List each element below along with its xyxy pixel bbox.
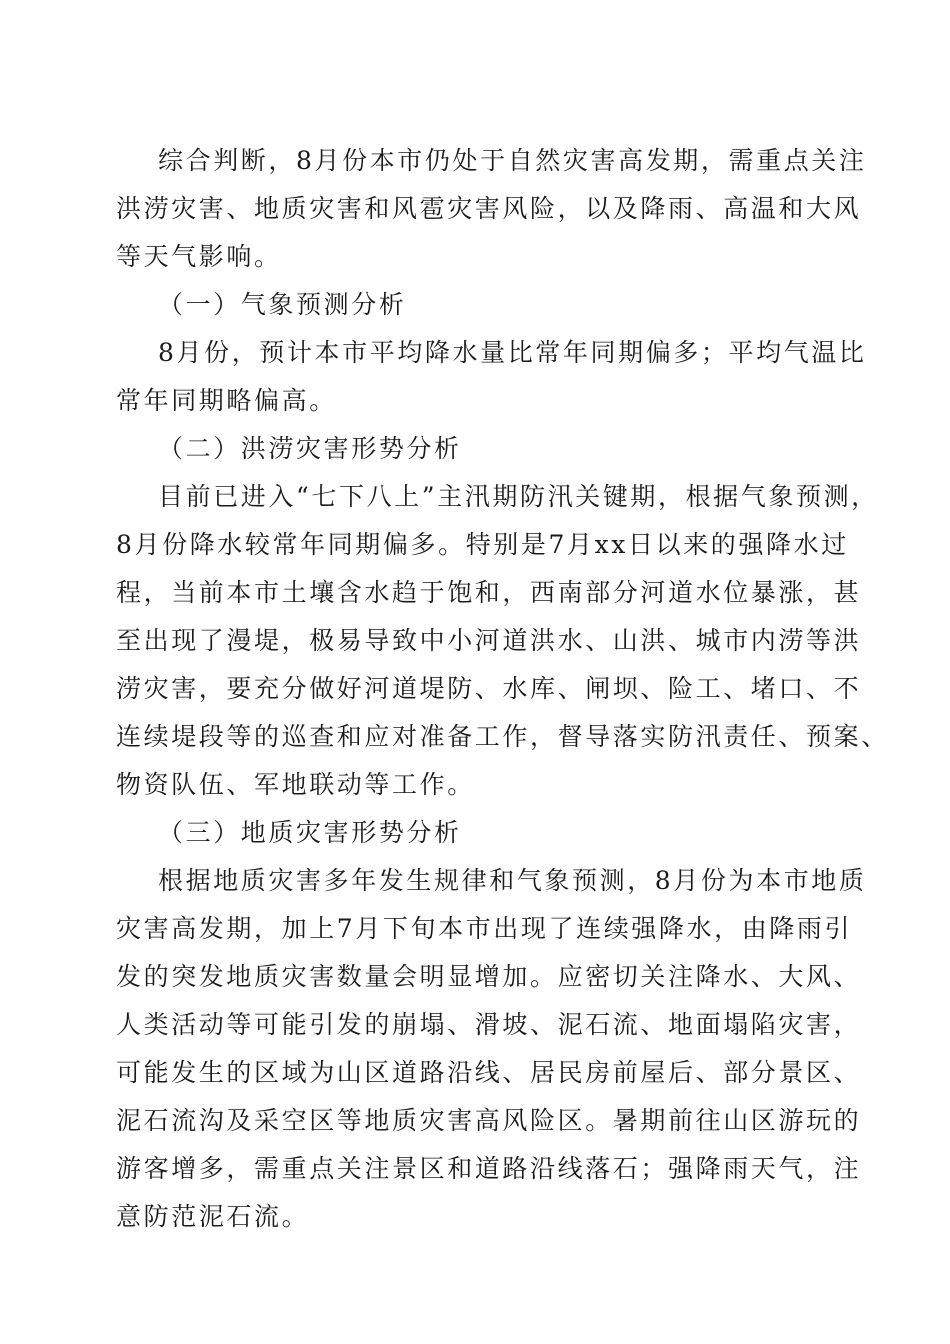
paragraph-line: 目前已进入“七下八上”主汛期防汛关键期，根据气象预测， bbox=[158, 482, 879, 511]
paragraph-line: 涝灾害，要充分做好河道堤防、水库、闸坝、险工、堵口、不 bbox=[116, 674, 862, 703]
intro-paragraph bbox=[116, 137, 867, 281]
paragraph-line: 可能发生的区域为山区道路沿线、居民房前屋后、部分景区、 bbox=[116, 1058, 862, 1087]
section-heading-weather: （一）气象预测分析 bbox=[158, 290, 407, 319]
paragraph-line: 8月份，预计本市平均降水量比常年同期偏多；平均气温比 bbox=[158, 338, 867, 367]
paragraph-line: 连续堤段等的巡查和应对准备工作，督导落实防汛责任、预案、 bbox=[116, 722, 889, 751]
paragraph-line: 意防范泥石流。 bbox=[116, 1202, 310, 1231]
paragraph-line: 等天气影响。 bbox=[116, 242, 282, 271]
paragraph-line: 发的突发地质灾害数量会明显增加。应密切关注降水、大风、 bbox=[116, 962, 862, 991]
paragraph-line: 至出现了漫堤，极易导致中小河道洪水、山洪、城市内涝等洪 bbox=[116, 626, 862, 655]
section-heading-geology: （三）地质灾害形势分析 bbox=[158, 818, 462, 847]
paragraph-line: 人类活动等可能引发的崩塌、滑坡、泥石流、地面塌陷灾害， bbox=[116, 1010, 862, 1039]
paragraph-line: 综合判断，8月份本市仍处于自然灾害高发期，需重点关注 bbox=[158, 146, 867, 175]
paragraph-line: 物资队伍、军地联动等工作。 bbox=[116, 770, 475, 799]
paragraph-line: 泥石流沟及采空区等地质灾害高风险区。暑期前往山区游玩的 bbox=[116, 1106, 862, 1135]
paragraph-line: 8月份降水较常年同期偏多。特别是7月xx日以来的强降水过 bbox=[116, 530, 849, 559]
paragraph-line: 常年同期略偏高。 bbox=[116, 386, 337, 415]
flood-paragraph bbox=[116, 473, 889, 809]
paragraph-line: 洪涝灾害、地质灾害和风雹灾害风险，以及降雨、高温和大风 bbox=[116, 194, 862, 223]
paragraph-line: 程，当前本市土壤含水趋于饱和，西南部分河道水位暴涨，甚 bbox=[116, 578, 862, 607]
section-heading-flood: （二）洪涝灾害形势分析 bbox=[158, 434, 462, 463]
document-page bbox=[116, 137, 889, 1241]
weather-paragraph bbox=[116, 329, 867, 425]
paragraph-line: 根据地质灾害多年发生规律和气象预测，8月份为本市地质 bbox=[158, 866, 867, 895]
geology-paragraph bbox=[116, 857, 867, 1241]
paragraph-line: 灾害高发期，加上7月下旬本市出现了连续强降水，由降雨引 bbox=[116, 914, 853, 943]
paragraph-line: 游客增多，需重点关注景区和道路沿线落石；强降雨天气，注 bbox=[116, 1154, 862, 1183]
